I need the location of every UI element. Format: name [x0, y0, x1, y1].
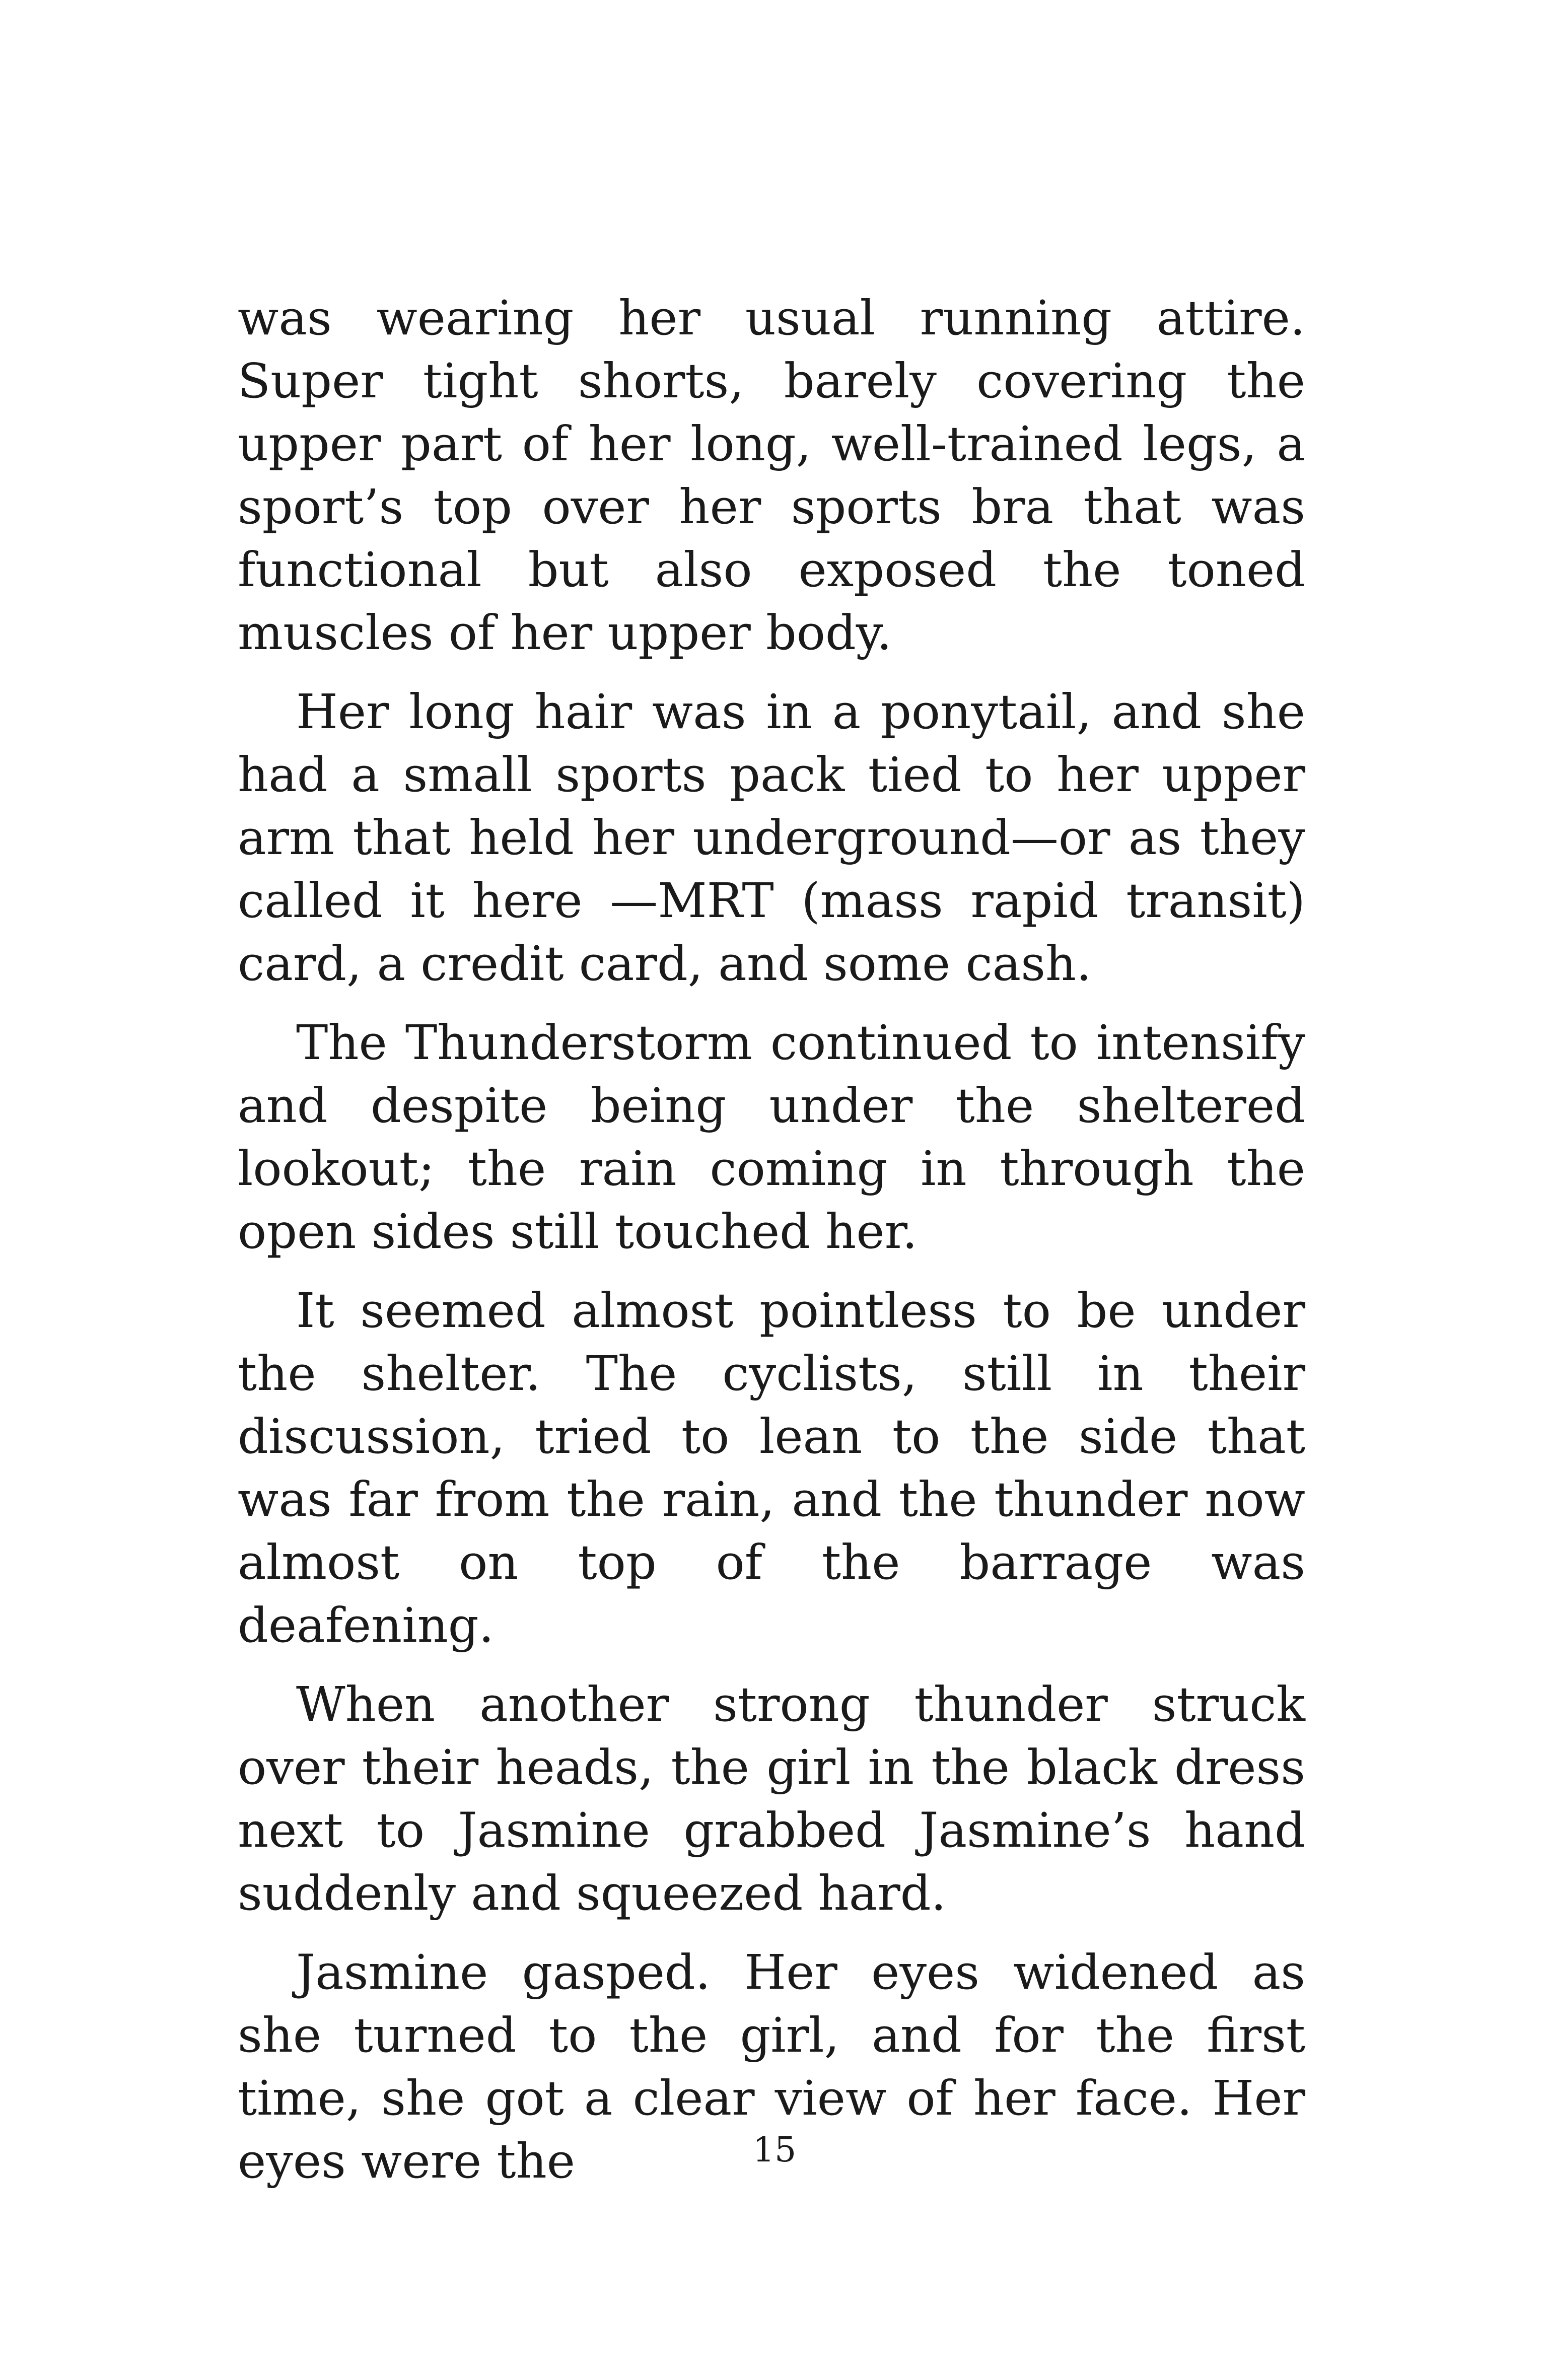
paragraph: The Thunderstorm continued to intensify and despite being under the sheltered lookout; the rain coming in through the open sides still touched her. — [238, 1015, 1305, 1259]
body-text — [238, 287, 1305, 2209]
page-number: 15 — [752, 2130, 797, 2170]
paragraph: Her long hair was in a ponytail, and she had a small sports pack tied to her upper arm that held her underground—or as they called it here —MRT (mass rapid transit) card, a credit card, and some cash. — [238, 684, 1305, 992]
paragraph: When another strong thunder struck over their heads, the girl in the black dress next to Jasmine grabbed Jasmine’s hand suddenly and squeezed hard. — [238, 1677, 1305, 1921]
paragraph-continued: was wearing her usual running attire. Super tight shorts, barely covering the upper part of her long, well-trained legs, a sport’s top over her sports bra that was functional but also exposed the toned muscles of her upper body. — [238, 291, 1305, 661]
paragraph: It seemed almost pointless to be under the shelter. The cyclists, still in their discussion, tried to lean to the side that was far from the rain, and the thunder now almost on top of the barrage was deafening. — [238, 1283, 1305, 1653]
paragraph: Jasmine gasped. Her eyes widened as she turned to the girl, and for the first time, she got a clear view of her face. Her eyes were the — [238, 1945, 1305, 2189]
